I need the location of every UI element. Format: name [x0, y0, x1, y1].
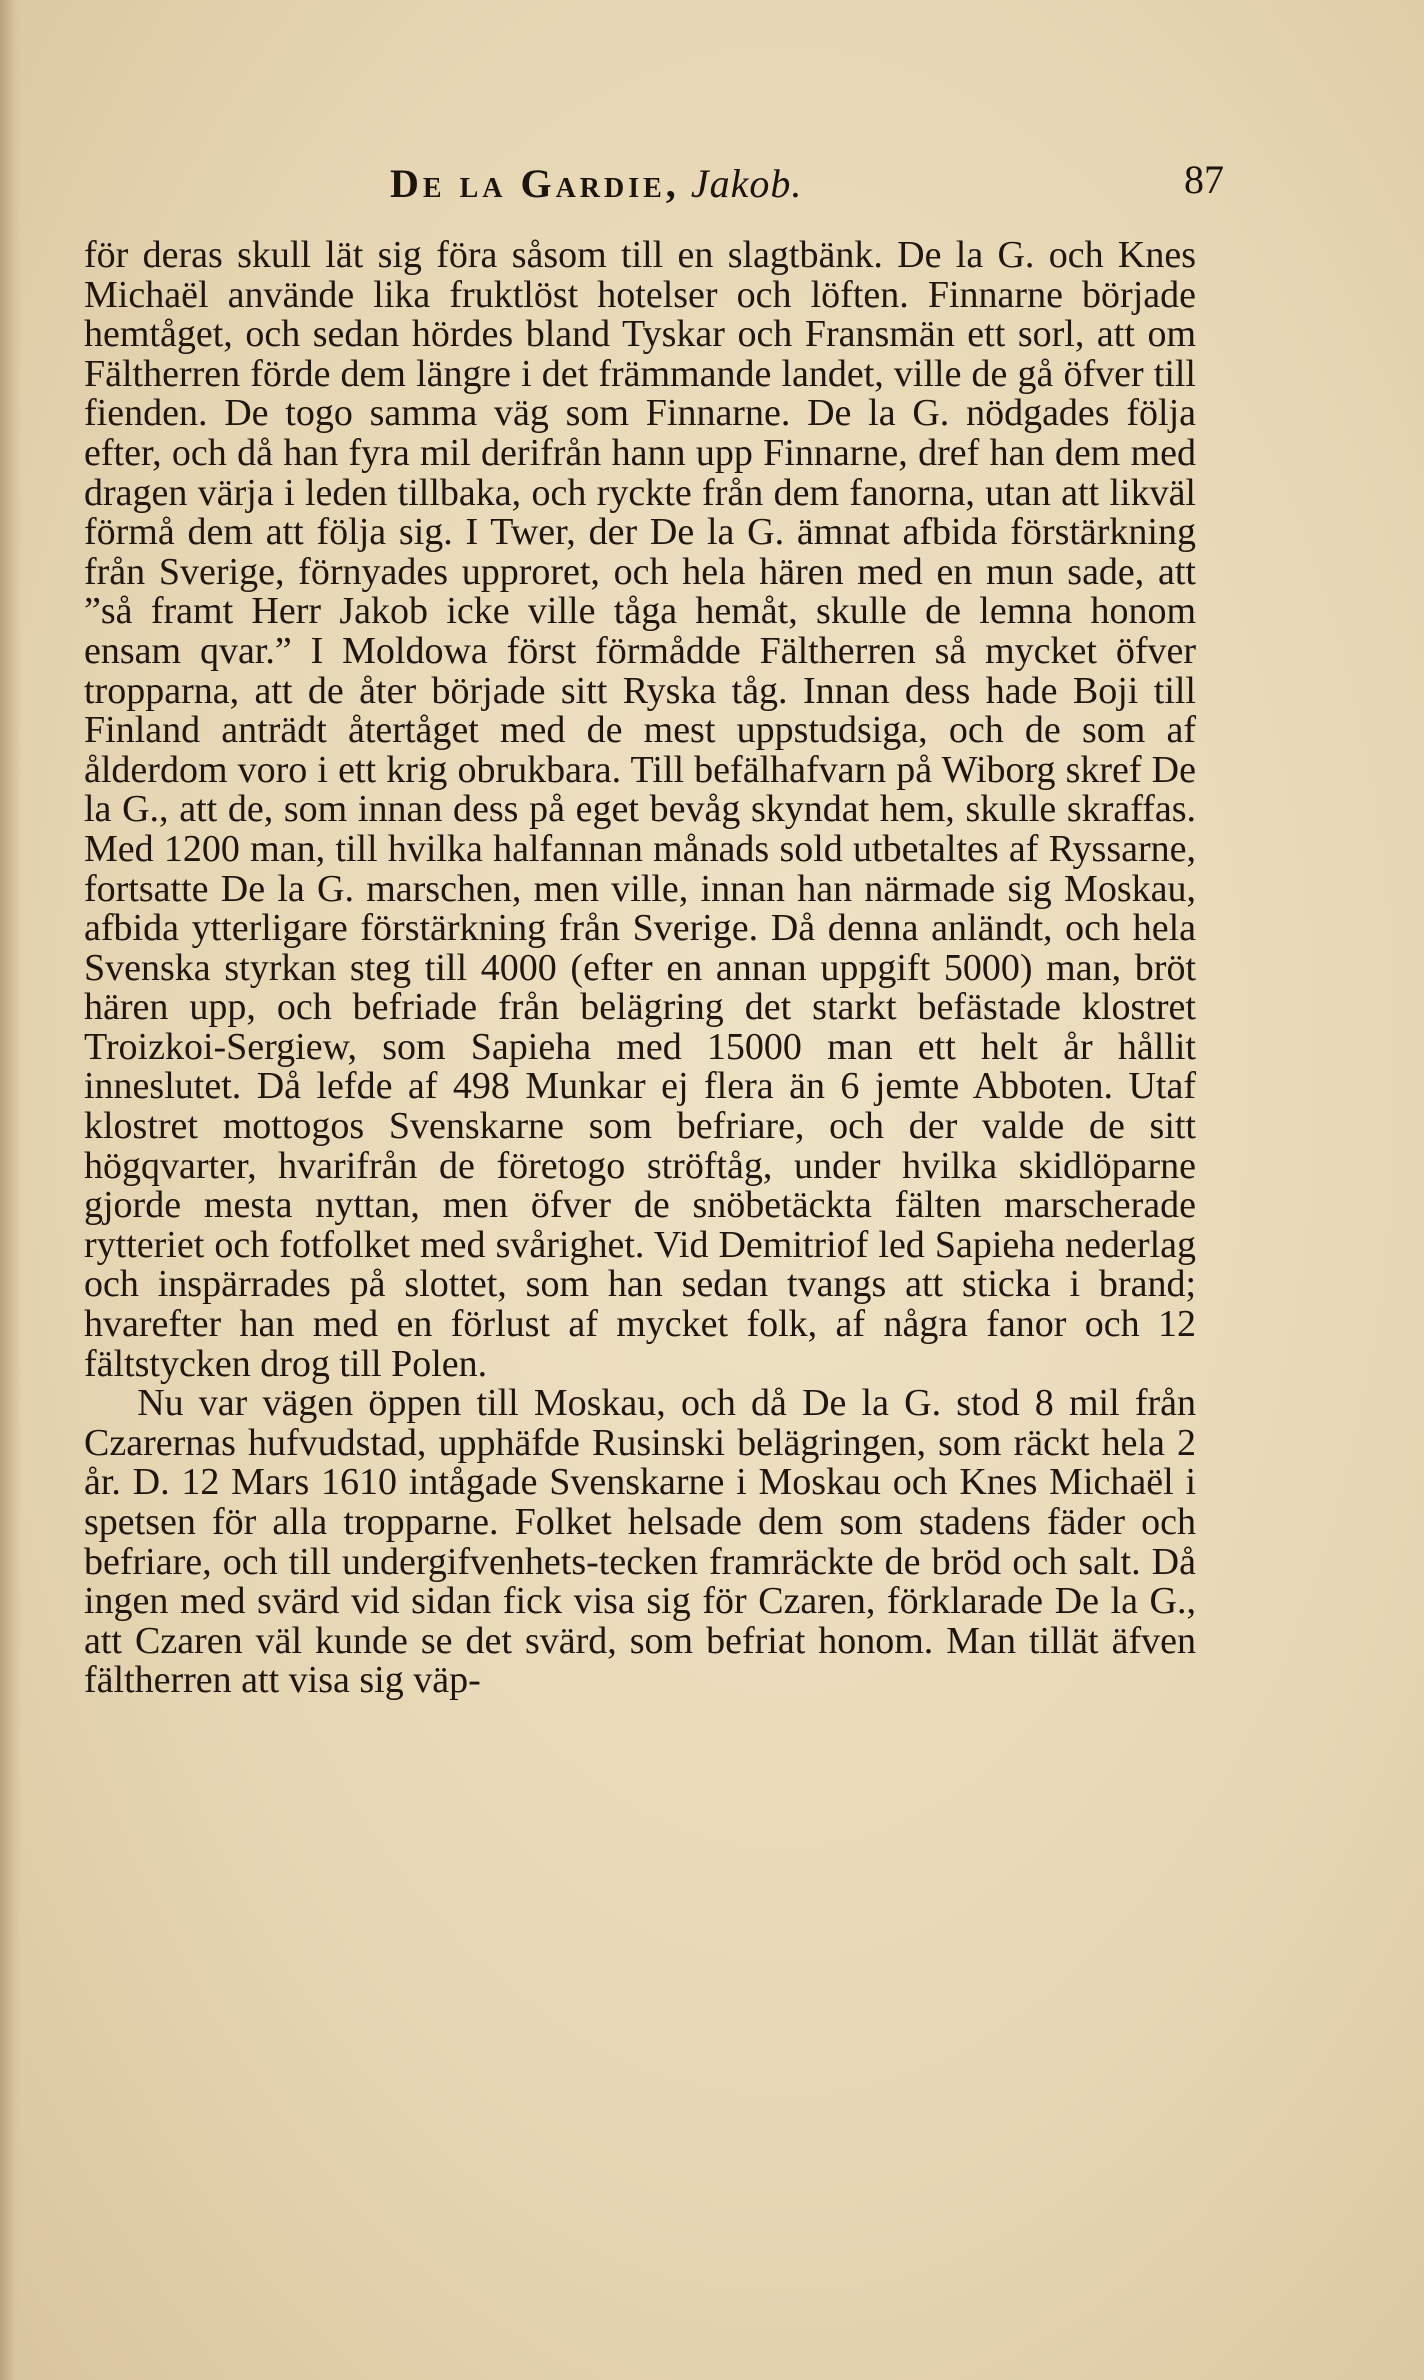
- running-head-name: De la Gardie,: [390, 161, 680, 206]
- page-header: [160, 150, 1224, 220]
- body-text: [84, 236, 1196, 1701]
- running-head-given-name: Jakob.: [690, 161, 803, 206]
- paragraph-new: Nu var vägen öppen till Moskau, och då De la G. stod 8 mil från Czarernas hufvudstad, upphäfde Rusinski belägringen, som räckt hela 2 år. D. 12 Mars 1610 intågade Svenskarne i Moskau och Knes Michaël i spetsen för alla tropparne. Folket helsade dem som stadens fäder och befriare, och till undergifvenhets-tecken framräckte de bröd och salt. Då ingen med svärd vid sidan fick visa sig för Czaren, förklarade De la G., att Czaren väl kunde se det svärd, som befriat honom. Man tillät äfven fältherren att visa sig väp-: [84, 1382, 1196, 1702]
- paragraph-continued: för deras skull lät sig föra såsom till en slagtbänk. De la G. och Knes Michaël använde lika fruktlöst hotelser och löften. Finnarne började hemtåget, och sedan hördes bland Tyskar och Fransmän ett sorl, att om Fältherren förde dem längre i det främmande landet, ville de gå öfver till fienden. De togo samma väg som Finnarne. De la G. nödgades följa efter, och då han fyra mil derifrån hann upp Finnarne, dref han dem med dragen värja i leden tillbaka, och ryckte från dem fanorna, utan att likväl förmå dem att följa sig. I Twer, der De la G. ämnat afbida förstärkning från Sverige, förnyades upproret, och hela hären med en mun sade, att ”så framt Herr Jakob icke ville tåga hemåt, skulle de lemna honom ensam qvar.” I Moldowa först förmådde Fältherren så mycket öfver tropparna, att de åter började sitt Ryska tåg. Innan dess hade Boji till Finland anträdt återtåget med de mest uppstudsiga, och de som af ålderdom voro i ett krig obrukbara. Till befälhafvarn på Wiborg skref De la G., att de, som innan dess på eget bevåg skyndat hem, skulle skraffas. Med 1200 man, till hvilka halfannan månads sold utbetaltes af Ryssarne, fortsatte De la G. marschen, men ville, innan han närmade sig Moskau, afbida ytterligare förstärkning från Sverige. Då denna anländt, och hela Svenska styrkan steg till 4000 (efter en annan uppgift 5000) man, bröt hären upp, och befriade från belägring det starkt befästade klostret Troizkoi-Sergiew, som Sapieha med 15000 man ett helt år hållit inneslutet. Då lefde af 498 Munkar ej flera än 6 jemte Abboten. Utaf klostret mottogos Svenskarne som befriare, och der valde de sitt högqvarter, hvarifrån de företogo ströftåg, under hvilka skidlöparne gjorde mesta nyttan, men öfver de snöbetäckta fälten marscherade rytteriet och fotfolket med svårighet. Vid Demitriof led Sapieha nederlag och inspärrades på slottet, som han sedan tvangs att sticka i brand; hvarefter han med en förlust af mycket folk, af några fanor och 12 fältstycken drog till Polen.: [84, 234, 1196, 1385]
- page-number: 87: [1184, 157, 1224, 202]
- running-head: [390, 160, 802, 207]
